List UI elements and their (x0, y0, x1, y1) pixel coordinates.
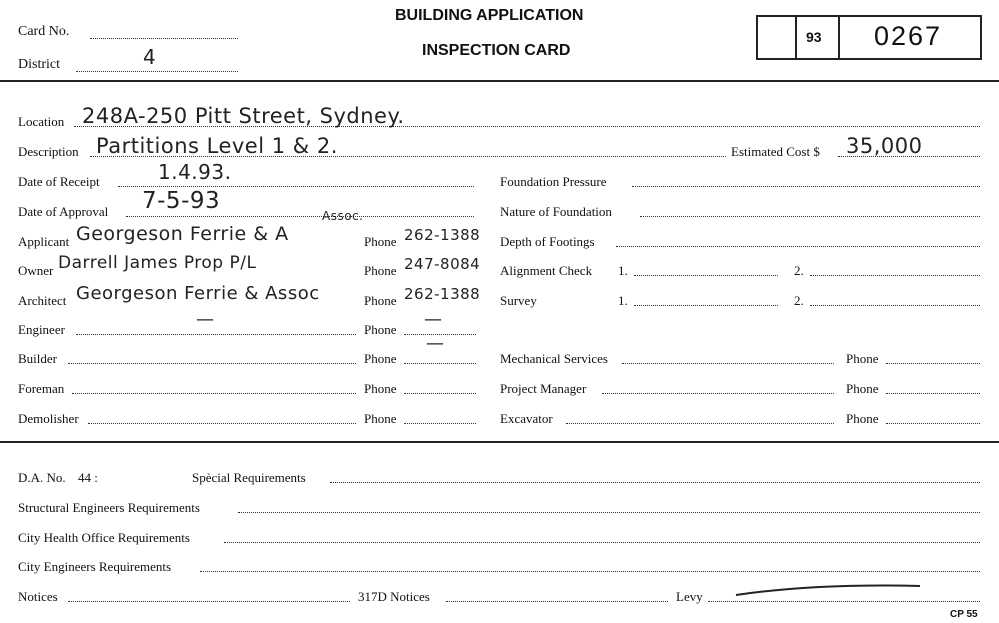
notices-label: Notices (18, 589, 58, 604)
alignment-check-2-line (810, 275, 980, 276)
mechanical-services-label: Mechanical Services (500, 351, 608, 366)
notices-line (68, 601, 350, 602)
survey-2-label: 2. (794, 293, 804, 308)
foundation-pressure-line (632, 186, 980, 187)
project-manager-phone-line (886, 393, 980, 394)
date-of-receipt-value: 1.4.93. (158, 160, 232, 184)
nature-of-foundation-label: Nature of Foundation (500, 204, 612, 219)
builder-phone-value: — (426, 333, 445, 354)
architect-label: Architect (18, 293, 67, 308)
depth-of-footings-line (616, 246, 980, 247)
middle-divider (0, 441, 999, 443)
project-manager-label: Project Manager (500, 381, 587, 396)
foreman-label: Foreman (18, 381, 65, 396)
date-of-approval-value: 7-5-93 (142, 188, 221, 214)
engineer-value: — (196, 309, 215, 330)
builder-label: Builder (18, 351, 57, 366)
builder-phone-line (404, 363, 476, 364)
date-of-receipt-line (118, 186, 474, 187)
excavator-line (566, 423, 834, 424)
date-of-receipt-label: Date of Receipt (18, 174, 100, 189)
applicant-value: Georgeson Ferrie & A (76, 223, 289, 245)
top-divider (0, 80, 999, 82)
district-value: 4 (143, 45, 157, 69)
mechanical-services-phone-label: Phone (846, 351, 879, 366)
notices-317d-label: 317D Notices (358, 589, 430, 604)
engineer-phone-value: — (424, 309, 443, 330)
card-year: 93 (806, 29, 822, 45)
structural-engineers-label: Structural Engineers Requirements (18, 500, 200, 515)
city-health-label: City Health Office Requirements (18, 530, 190, 545)
builder-line (68, 363, 356, 364)
special-requirements-line (330, 482, 980, 483)
demolisher-label: Demolisher (18, 411, 79, 426)
architect-value: Georgeson Ferrie & Assoc (76, 283, 320, 304)
survey-2-line (810, 305, 980, 306)
engineer-phone-label: Phone (364, 322, 397, 337)
foreman-line (72, 393, 356, 394)
architect-phone-value: 262-1388 (404, 285, 481, 303)
city-health-line (224, 542, 980, 543)
description-label: Description (18, 144, 79, 159)
foreman-phone-label: Phone (364, 381, 397, 396)
district-line (76, 71, 238, 72)
demolisher-phone-label: Phone (364, 411, 397, 426)
form-code: CP 55 (950, 609, 978, 620)
date-of-approval-label: Date of Approval (18, 204, 109, 219)
builder-phone-label: Phone (364, 351, 397, 366)
estimated-cost-value: 35,000 (846, 134, 923, 158)
levy-line (708, 601, 980, 602)
location-value: 248A-250 Pitt Street, Sydney. (82, 104, 405, 128)
card-no-line (90, 38, 238, 39)
city-engineers-label: City Engineers Requirements (18, 559, 172, 574)
alignment-check-1-label: 1. (618, 263, 628, 278)
project-manager-phone-label: Phone (846, 381, 879, 396)
survey-1-line (634, 305, 778, 306)
foreman-phone-line (404, 393, 476, 394)
project-manager-line (602, 393, 834, 394)
owner-value: Darrell James Prop P/L (58, 253, 257, 273)
applicant-phone-value: 262-1388 (404, 226, 481, 244)
applicant-value-extra: Assoc. (322, 209, 364, 223)
special-requirements-label: Spècial Requirements (192, 470, 306, 485)
form-title-line2: INSPECTION CARD (422, 42, 571, 59)
estimated-cost-label: Estimated Cost $ (731, 144, 820, 159)
alignment-check-label: Alignment Check (500, 263, 593, 278)
demolisher-line (88, 423, 356, 424)
excavator-label: Excavator (500, 411, 553, 426)
form-title-line1: BUILDING APPLICATION (395, 7, 584, 24)
district-label: District (18, 57, 60, 72)
date-of-approval-line (126, 216, 474, 217)
card-number-box (756, 15, 982, 60)
alignment-check-1-line (634, 275, 778, 276)
foundation-pressure-label: Foundation Pressure (500, 174, 607, 189)
structural-engineers-line (238, 512, 980, 513)
levy-label: Levy (676, 589, 703, 604)
nature-of-foundation-line (640, 216, 980, 217)
excavator-phone-label: Phone (846, 411, 879, 426)
levy-handwritten-stroke (734, 580, 924, 600)
city-engineers-line (200, 571, 980, 572)
owner-label: Owner (18, 263, 54, 278)
description-value: Partitions Level 1 & 2. (96, 134, 338, 158)
notices-317d-line (446, 601, 668, 602)
survey-label: Survey (500, 293, 537, 308)
card-no-label: Card No. (18, 24, 70, 39)
da-no-value: 44 : (78, 470, 98, 485)
demolisher-phone-line (404, 423, 476, 424)
applicant-phone-label: Phone (364, 234, 397, 249)
alignment-check-2-label: 2. (794, 263, 804, 278)
owner-phone-value: 247-8084 (404, 255, 481, 273)
engineer-label: Engineer (18, 322, 65, 337)
mechanical-services-line (622, 363, 834, 364)
location-label: Location (18, 114, 65, 129)
da-no-label: D.A. No. (18, 470, 66, 485)
survey-1-label: 1. (618, 293, 628, 308)
mechanical-services-phone-line (886, 363, 980, 364)
engineer-line (76, 334, 356, 335)
excavator-phone-line (886, 423, 980, 424)
depth-of-footings-label: Depth of Footings (500, 234, 595, 249)
owner-phone-label: Phone (364, 263, 397, 278)
card-number: 0267 (874, 21, 943, 51)
architect-phone-label: Phone (364, 293, 397, 308)
applicant-label: Applicant (18, 234, 70, 249)
